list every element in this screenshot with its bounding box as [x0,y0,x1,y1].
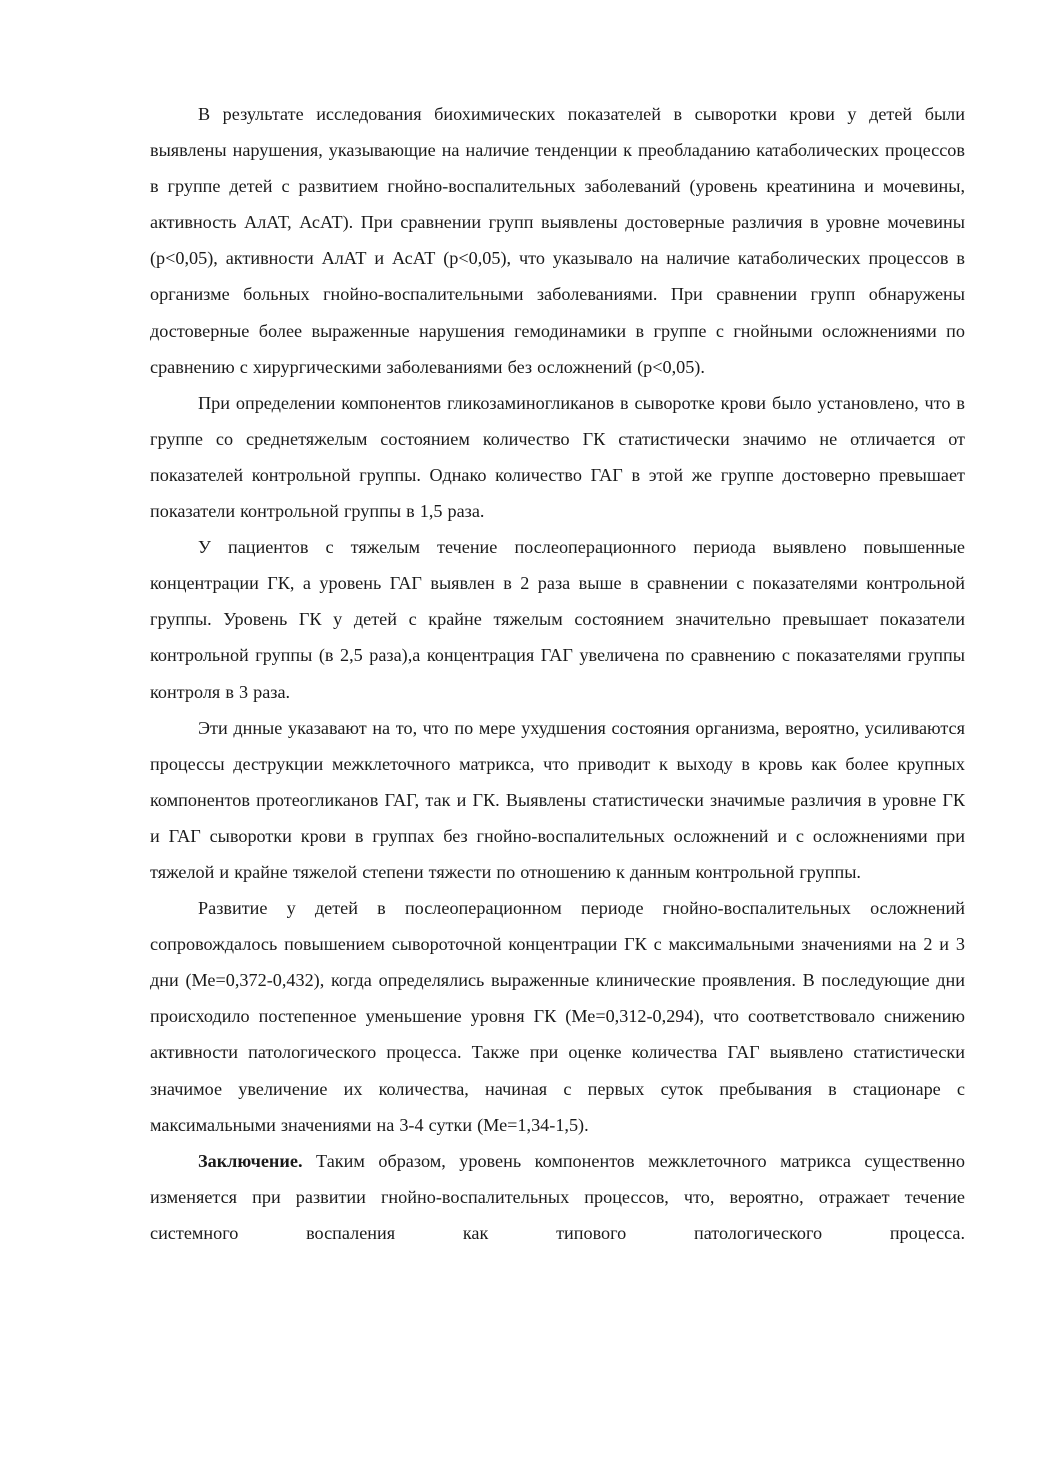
paragraph-glycosaminoglycans: При определении компонентов гликозаминогликанов в сыворотке крови было установлено, что в группе со среднетяжелым состоянием количество ГК статистически значимо не отличается от показателей контрольной группы. Однако количество ГАГ в этой же группе достоверно превышает показатели контрольной группы в 1,5 раза. [150,392,965,522]
paragraph-biochemistry: В результате исследования биохимических показателей в сыворотки крови у детей были выявлены нарушения, указывающие на наличие тенденции к преобладанию катаболических процессов в группе детей с развитием гнойно-воспалительных заболеваний (уровень креатинина и мочевины, активность АлАТ, АсАТ). При сравнении групп выявлены достоверные различия в уровне мочевины (р<0,05), активности АлАТ и АсАТ (р<0,05), что указывало на наличие катаболических процессов в организме больных гнойно-воспалительными заболеваниями. При сравнении групп обнаружены достоверные более выраженные нарушения гемодинамики в группе с гнойными осложнениями по сравнению с хирургическими заболеваниями без осложнений (р<0,05). [150,104,965,377]
paragraph-conclusion [150,1143,965,1251]
conclusion-heading: Заключение. [198,1150,303,1171]
paragraph-severe-course: У пациентов с тяжелым течение послеоперационного периода выявлено повышенные концентрации ГК, а уровень ГАГ выявлен в 2 раза выше в сравнении с показателями контрольной группы. Уровень ГК у детей с крайне тяжелым состоянием значительно превышает показатели контрольной группы (в 2,5 раза),а концентрация ГАГ увеличена по сравнению с показателями группы контроля в 3 раза. [150,537,965,702]
paragraph-postoperative-dynamics: Развитие у детей в послеоперационном периоде гнойно-воспалительных осложнений сопровождалось повышением сывороточной концентрации ГК с максимальными значениями на 2 и 3 дни (Ме=0,372-0,432), когда определялись выраженные клинические проявления. В последующие дни происходило постепенное уменьшение уровня ГК (Ме=0,312-0,294), что соответствовало снижению активности патологического процесса. Также при оценке количества ГАГ выявлено статистически значимое увеличение их количества, начиная с первых суток пребывания в стационаре с максимальными значениями на 3-4 сутки (Ме=1,34-1,5). [150,898,965,1135]
document-page [150,96,965,1251]
conclusion-text: Таким образом, уровень компонентов межклеточного матрикса существенно изменяется при развитии гнойно-воспалительных процессов, что, вероятно, отражает течение системного воспаления как типового патологического процесса. [150,1150,966,1243]
paragraph-matrix-destruction: Эти днные указавают на то, что по мере ухудшения состояния организма, вероятно, усиливаются процессы деструкции межклеточного матрикса, что приводит к выходу в кровь как более крупных компонентов протеогликанов ГАГ, так и ГК. Выявлены статистически значимые различия в уровне ГК и ГАГ сыворотки крови в группах без гнойно-воспалительных осложнений и с осложнениями при тяжелой и крайне тяжелой степени тяжести по отношению к данным контрольной группы. [150,717,965,882]
